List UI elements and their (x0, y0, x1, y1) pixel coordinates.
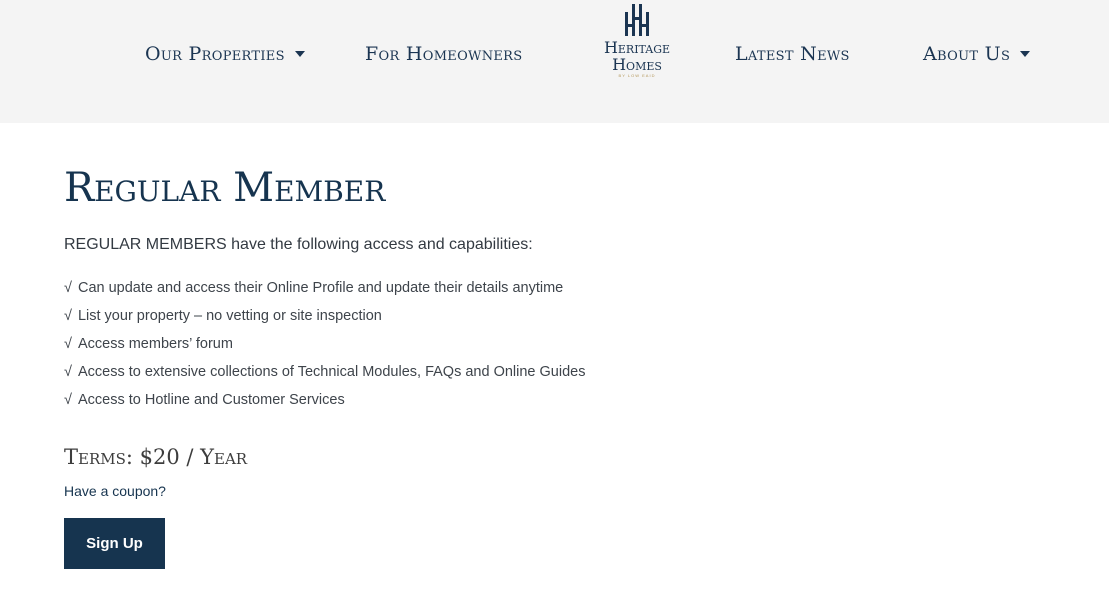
nav-our-properties[interactable] (145, 41, 305, 67)
logo-line-1: Heritage (603, 38, 671, 57)
nav-for-homeowners[interactable] (365, 41, 522, 67)
list-item-text: Access to Hotline and Customer Services (77, 392, 345, 408)
chevron-down-icon (1020, 51, 1030, 57)
nav-our-properties-label: Our Properties (145, 43, 285, 65)
list-item-text: Access members’ forum (77, 336, 233, 352)
nav-latest-news-label: Latest News (735, 43, 850, 65)
check-icon: √ (64, 392, 72, 408)
check-icon: √ (64, 308, 72, 324)
membership-terms: Terms: $20 / Year (64, 445, 248, 469)
list-item-text: List your property – no vetting or site inspection (77, 308, 382, 324)
nav-for-homeowners-label: For Homeowners (365, 43, 523, 65)
list-item (64, 333, 585, 361)
list-item (64, 389, 585, 417)
list-item (64, 305, 585, 333)
page-title: Regular Member (64, 165, 386, 211)
check-icon: √ (64, 280, 72, 296)
list-item (64, 277, 585, 305)
intro-text: REGULAR MEMBERS have the following access and capabilities: (64, 236, 533, 253)
check-icon: √ (64, 336, 72, 352)
chevron-down-icon (295, 51, 305, 57)
list-item (64, 361, 585, 389)
nav-latest-news[interactable] (735, 41, 850, 67)
nav-about-us[interactable] (923, 41, 1030, 67)
capabilities-list (64, 277, 585, 417)
list-item-text: Can update and access their Online Profile and update their details anytime (77, 280, 564, 296)
logo-tagline: BY LOW EAID (618, 73, 656, 78)
nav-about-us-label: About Us (923, 43, 1011, 65)
logo-line-2: Homes (612, 55, 662, 74)
have-coupon-link[interactable]: Have a coupon? (64, 483, 166, 499)
sign-up-button[interactable]: Sign Up (64, 518, 165, 569)
list-item-text: Access to extensive collections of Technical Modules, FAQs and Online Guides (77, 364, 586, 380)
heritage-monogram-icon (624, 4, 650, 36)
site-header (0, 0, 1109, 123)
site-logo[interactable] (590, 4, 684, 88)
check-icon: √ (64, 364, 72, 380)
